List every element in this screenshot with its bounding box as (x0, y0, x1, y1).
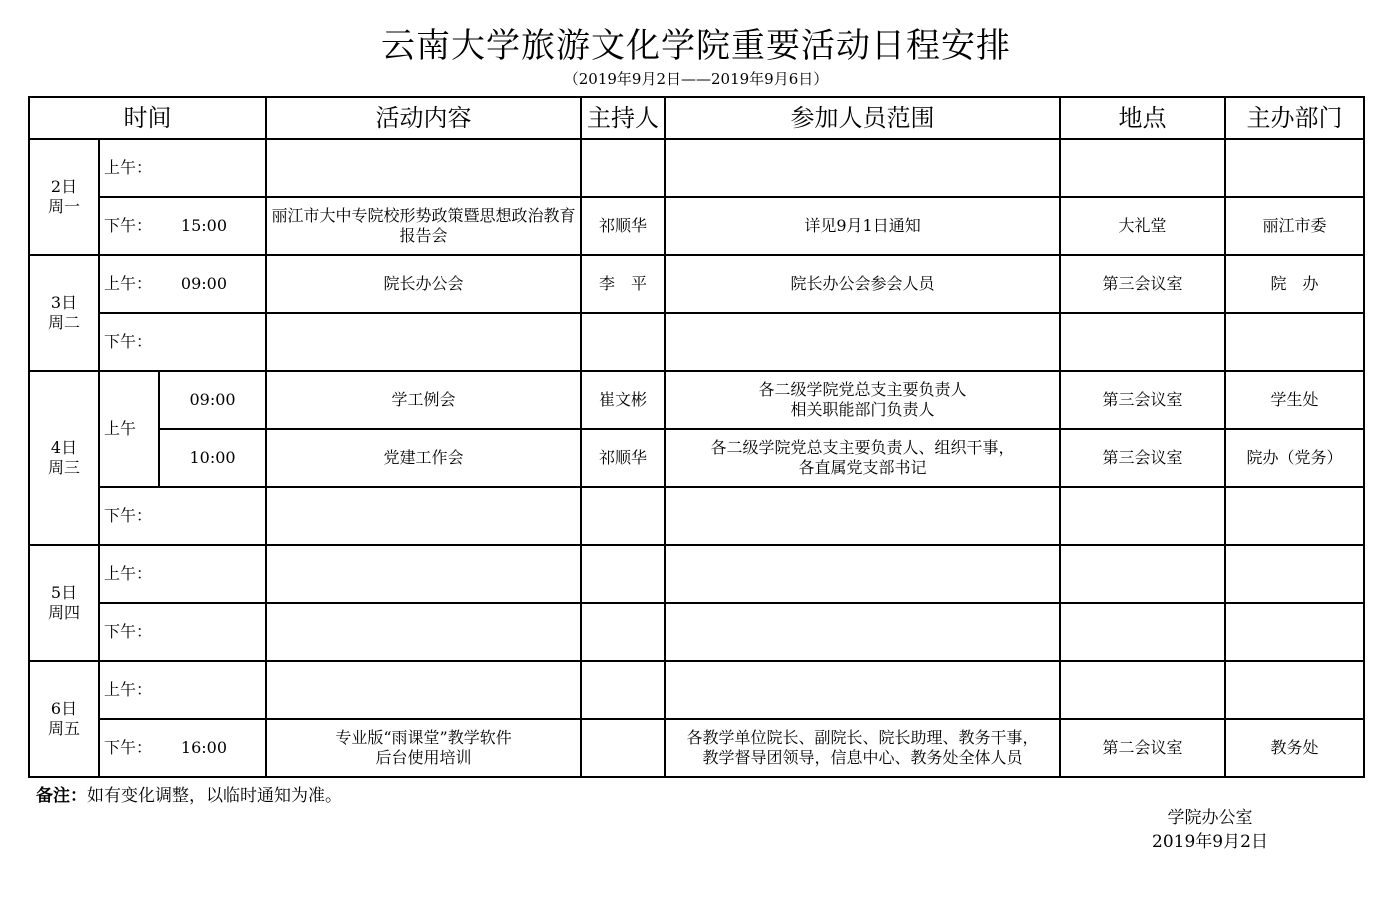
participants-cell (665, 313, 1060, 371)
slot-label-cell (99, 197, 266, 255)
day-weekday: 周二 (47, 313, 80, 332)
day-cell-wed (29, 371, 99, 545)
slot-label: 下午： (104, 216, 153, 235)
participants-cell: 院长办公会参会人员 (665, 255, 1060, 313)
location-cell: 第二会议室 (1060, 719, 1225, 777)
organizer-cell (1225, 603, 1364, 661)
host-cell (581, 603, 665, 661)
day-date: 2日 (50, 177, 78, 196)
signature-block (1130, 806, 1290, 854)
slot-time: 10:00 (159, 429, 266, 487)
participants-cell (665, 545, 1060, 603)
table-row (29, 371, 1364, 429)
participants-cell: 详见9月1日通知 (665, 197, 1060, 255)
host-cell: 祁顺华 (581, 429, 665, 487)
slot-label: 上午： (99, 545, 266, 603)
location-cell: 第三会议室 (1060, 371, 1225, 429)
organizer-cell (1225, 487, 1364, 545)
table-row (29, 719, 1364, 777)
organizer-cell (1225, 545, 1364, 603)
host-cell: 祁顺华 (581, 197, 665, 255)
slot-label-cell (99, 255, 266, 313)
host-cell (581, 139, 665, 197)
day-date: 3日 (50, 293, 78, 312)
slot-time: 09:00 (180, 274, 228, 293)
organizer-cell (1225, 661, 1364, 719)
content-cell (266, 661, 581, 719)
host-cell (581, 313, 665, 371)
content-cell: 院长办公会 (266, 255, 581, 313)
participants-cell: 各二级学院党总支主要负责人 相关职能部门负责人 (665, 371, 1060, 429)
location-cell: 第三会议室 (1060, 255, 1225, 313)
slot-label: 下午： (99, 313, 266, 371)
table-row (29, 139, 1364, 197)
header-participants: 参加人员范围 (665, 97, 1060, 139)
slot-label: 上午： (99, 661, 266, 719)
organizer-cell: 院办（党务） (1225, 429, 1364, 487)
slot-label: 上午： (99, 139, 266, 197)
header-organizer: 主办部门 (1225, 97, 1364, 139)
host-cell: 李 平 (581, 255, 665, 313)
host-cell: 崔文彬 (581, 371, 665, 429)
slot-label: 下午： (99, 487, 266, 545)
day-date: 6日 (50, 699, 78, 718)
table-row (29, 313, 1364, 371)
organizer-cell: 丽江市委 (1225, 197, 1364, 255)
header-time: 时间 (29, 97, 266, 139)
signature-date: 2019年9月2日 (1152, 832, 1268, 852)
location-cell (1060, 661, 1225, 719)
day-weekday: 周一 (47, 197, 80, 216)
content-cell (266, 313, 581, 371)
content-cell: 丽江市大中专院校形势政策暨思想政治教育报告会 (266, 197, 581, 255)
slot-label-cell (99, 719, 266, 777)
organizer-cell (1225, 313, 1364, 371)
day-cell-fri (29, 661, 99, 777)
organizer-cell: 教务处 (1225, 719, 1364, 777)
remark-label: 备注： (36, 786, 87, 806)
content-cell: 党建工作会 (266, 429, 581, 487)
participants-cell (665, 661, 1060, 719)
header-row (29, 97, 1364, 139)
participants-cell (665, 603, 1060, 661)
location-cell (1060, 487, 1225, 545)
host-cell (581, 487, 665, 545)
location-cell: 第三会议室 (1060, 429, 1225, 487)
participants-cell: 各二级学院党总支主要负责人、组织干事， 各直属党支部书记 (665, 429, 1060, 487)
table-row (29, 255, 1364, 313)
content-cell (266, 487, 581, 545)
day-cell-mon (29, 139, 99, 255)
slot-label: 上午： (104, 274, 153, 293)
host-cell (581, 545, 665, 603)
schedule-table (28, 96, 1365, 778)
host-cell (581, 719, 665, 777)
date-range: （2019年9月2日——2019年9月6日） (563, 70, 829, 88)
signature-office: 学院办公室 (1167, 808, 1253, 828)
table-row (29, 603, 1364, 661)
participants-cell (665, 139, 1060, 197)
organizer-cell: 院 办 (1225, 255, 1364, 313)
table-row (29, 197, 1364, 255)
location-cell (1060, 139, 1225, 197)
header-location: 地点 (1060, 97, 1225, 139)
page-title: 云南大学旅游文化学院重要活动日程安排 (381, 26, 1011, 66)
day-weekday: 周三 (47, 458, 80, 477)
organizer-cell (1225, 139, 1364, 197)
participants-cell (665, 487, 1060, 545)
day-date: 4日 (50, 438, 78, 457)
content-cell (266, 603, 581, 661)
slot-label: 下午： (104, 738, 153, 757)
slot-time: 09:00 (159, 371, 266, 429)
participants-cell: 各教学单位院长、副院长、院长助理、教务干事， 教学督导团领导，信息中心、教务处全体人员 (665, 719, 1060, 777)
day-cell-tue (29, 255, 99, 371)
content-cell: 学工例会 (266, 371, 581, 429)
content-cell: 专业版“雨课堂”教学软件 后台使用培训 (266, 719, 581, 777)
organizer-cell: 学生处 (1225, 371, 1364, 429)
header-host: 主持人 (581, 97, 665, 139)
remark-text: 如有变化调整，以临时通知为准。 (87, 786, 342, 806)
table-row (29, 545, 1364, 603)
slot-time: 16:00 (180, 738, 228, 757)
location-cell (1060, 545, 1225, 603)
table-row (29, 487, 1364, 545)
location-cell: 大礼堂 (1060, 197, 1225, 255)
slot-time: 15:00 (180, 216, 228, 235)
day-weekday: 周五 (47, 719, 80, 738)
table-row (29, 661, 1364, 719)
content-cell (266, 139, 581, 197)
day-cell-thu (29, 545, 99, 661)
location-cell (1060, 313, 1225, 371)
host-cell (581, 661, 665, 719)
location-cell (1060, 603, 1225, 661)
header-content: 活动内容 (266, 97, 581, 139)
day-date: 5日 (50, 583, 78, 602)
slot-label: 上午 (99, 371, 159, 487)
table-row (29, 429, 1364, 487)
day-weekday: 周四 (47, 603, 80, 622)
content-cell (266, 545, 581, 603)
slot-label: 下午： (99, 603, 266, 661)
remark (36, 781, 342, 806)
